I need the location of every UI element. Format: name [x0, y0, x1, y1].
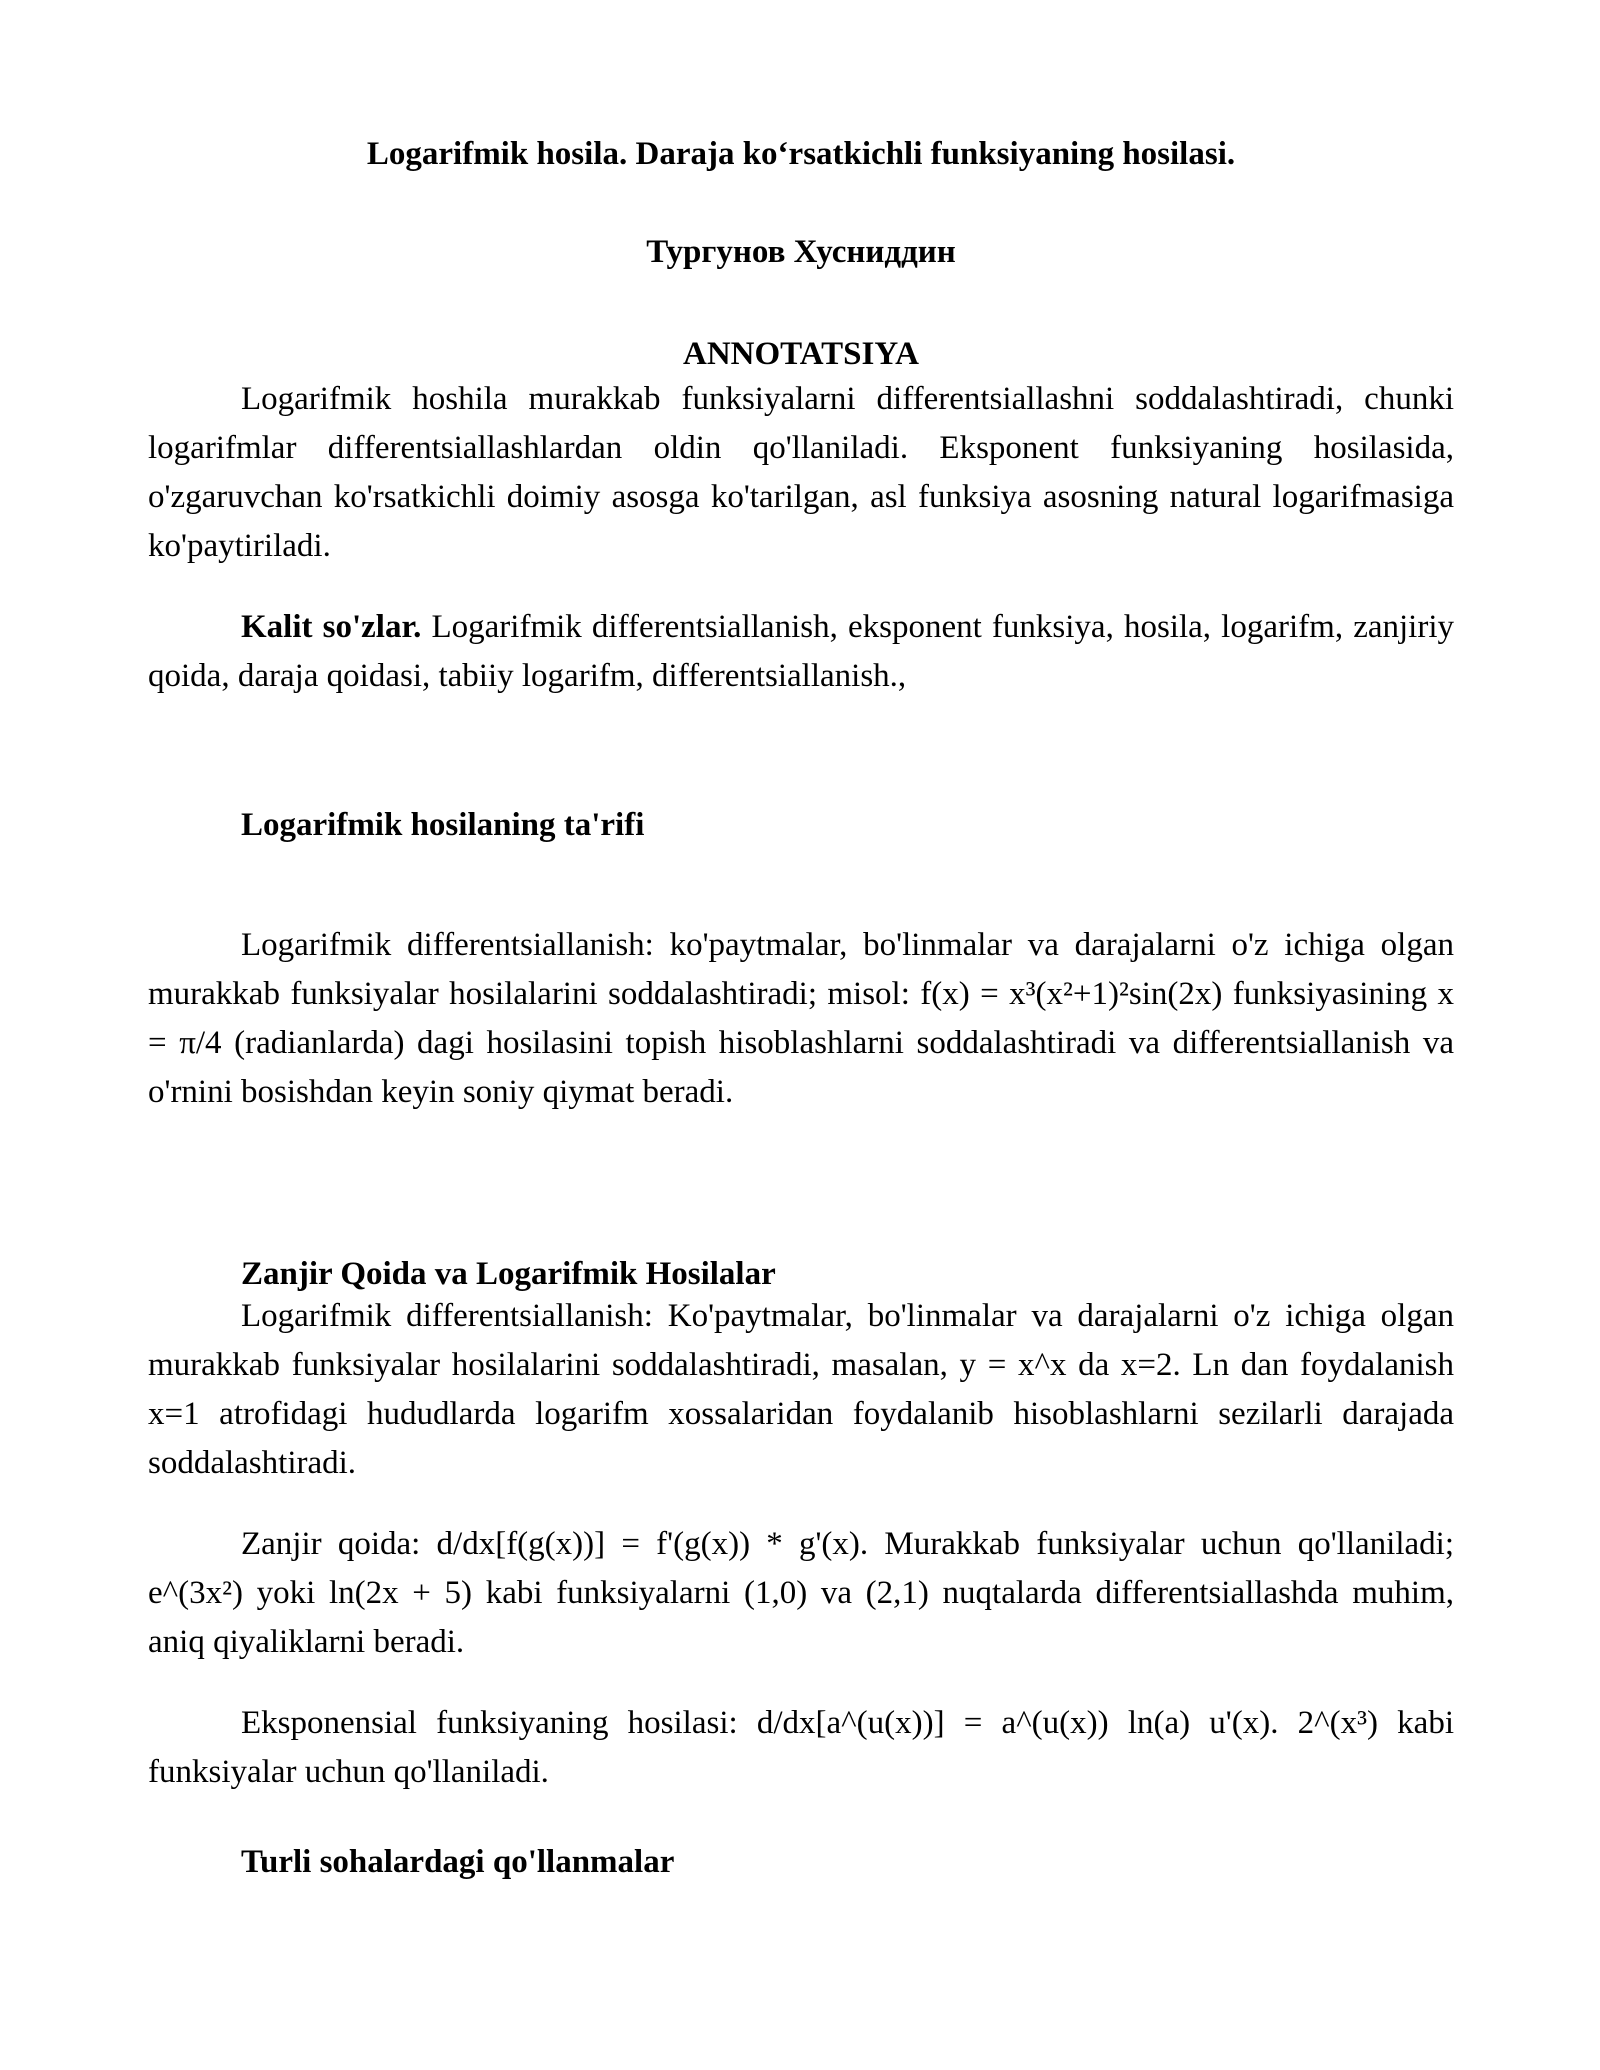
section-heading-chain-rule: Zanjir Qoida va Logarifmik Hosilalar	[241, 1256, 776, 1292]
definition-paragraph: Logarifmik differentsiallanish: ko'paytmalar, bo'linmalar va darajalarni o'z ichiga olgan murakkab funksiyalar hosilalarini soddalashtiradi; misol: f(x) = x³(x²+1)²sin(2x) funksiyasining x = π/4 (radianlarda) dagi hosilasini topish hisoblashlarni soddalashtiradi va differentsiallanish va o'rnini bosishdan keyin soniy qiymat beradi.	[148, 927, 1454, 1110]
chain-rule-paragraph-3: Eksponensial funksiyaning hosilasi: d/dx[a^(u(x))] = a^(u(x)) ln(a) u'(x). 2^(x³) kabi funksiyalar uchun qo'llaniladi.	[148, 1705, 1454, 1790]
document-title: Logarifmik hosila. Daraja ko‘rsatkichli funksiyaning hosilasi.	[366, 136, 1236, 172]
section-heading-definition: Logarifmik hosilaning ta'rifi	[241, 807, 645, 843]
annotation-heading: ANNOTATSIYA	[683, 336, 919, 372]
annotation-paragraph: Logarifmik hoshila murakkab funksiyalarni differentsiallashni soddalashtiradi, chunki logarifmlar differentsiallashlardan oldin qo'llaniladi. Eksponent funksiyaning hosilasida, o'zgaruvchan ko'rsatkichli doimiy asosga ko'tarilgan, asl funksiya asosning natural logarifmasiga ko'paytiriladi.	[148, 381, 1454, 564]
section-heading-applications: Turli sohalardagi qo'llanmalar	[241, 1844, 675, 1880]
keywords-paragraph	[148, 603, 1454, 701]
keywords-text: Logarifmik differentsiallanish, eksponent funksiya, hosila, logarifm, zanjiriy qoida, daraja qoidasi, tabiiy logarifm, differentsiallanish.,	[148, 609, 1454, 694]
author-name: Тургунов Хусниддин	[646, 234, 956, 270]
chain-rule-paragraph-2: Zanjir qoida: d/dx[f(g(x))] = f'(g(x)) * g'(x). Murakkab funksiyalar uchun qo'llaniladi; e^(3x²) yoki ln(2x + 5) kabi funksiyalarni (1,0) va (2,1) nuqtalarda differentsiallashda muhim, aniq qiyaliklarni beradi.	[148, 1526, 1454, 1660]
chain-rule-paragraph-1: Logarifmik differentsiallanish: Ko'paytmalar, bo'linmalar va darajalarni o'z ichiga olgan murakkab funksiyalar hosilalarini soddalashtiradi, masalan, y = x^x da x=2. Ln dan foydalanish x=1 atrofidagi hududlarda logarifm xossalaridan foydalanib hisoblashlarni sezilarli darajada soddalashtiradi.	[148, 1298, 1454, 1481]
keywords-label: Kalit so'zlar.	[241, 609, 422, 645]
